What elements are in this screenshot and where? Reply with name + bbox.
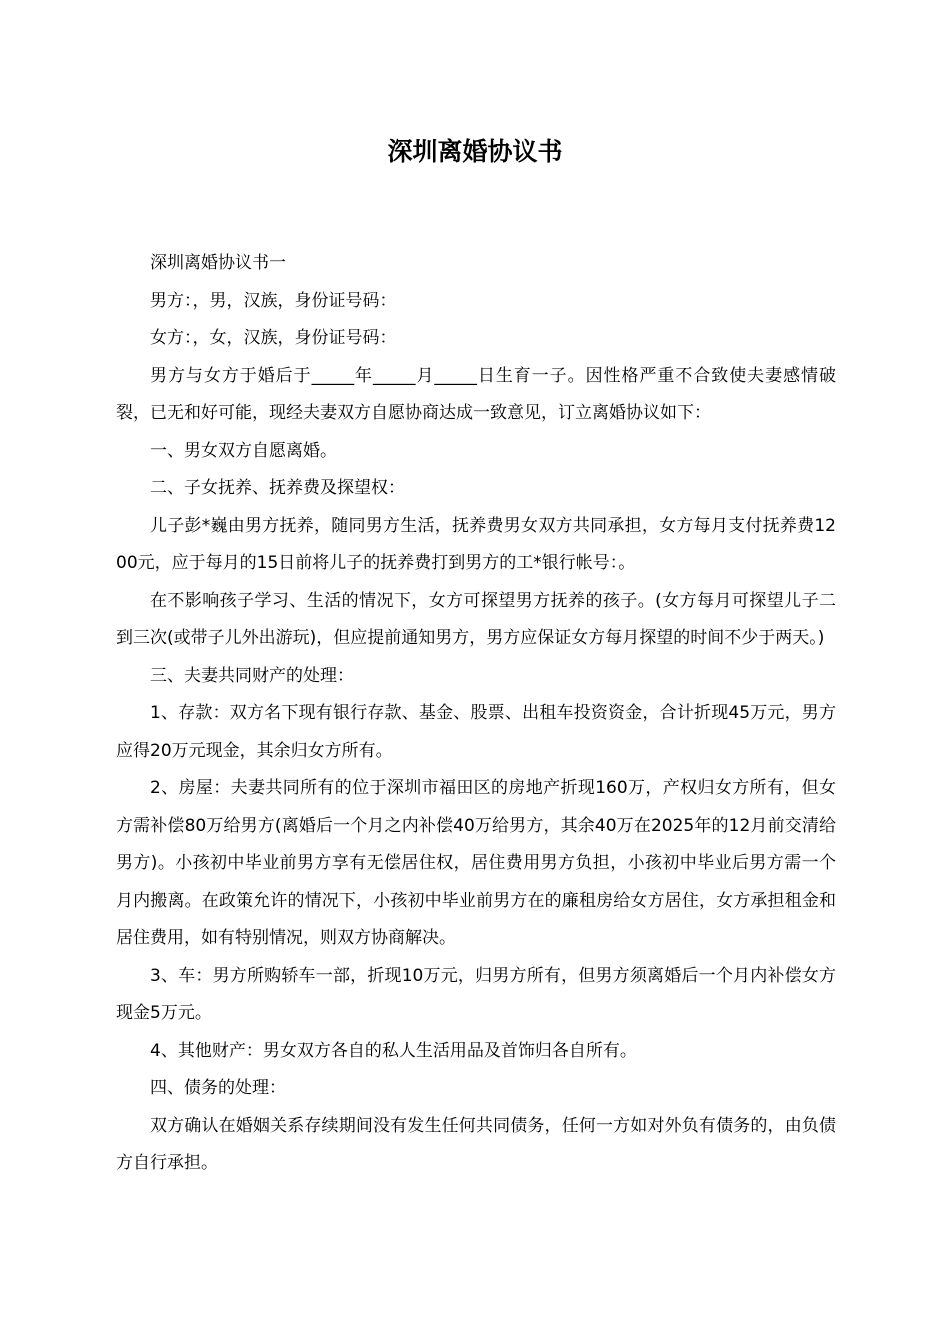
paragraph-visitation: 在不影响孩子学习、生活的情况下，女方可探望男方抚养的孩子。(女方每月可探望儿子二到三次(或带子儿外出游玩)，但应提前通知男方，男方应保证女方每月探望的时间不少于两天。) bbox=[116, 590, 836, 648]
section-heading-debts: 四、债务的处理： bbox=[150, 1078, 286, 1098]
paragraph-female-party: 女方：，女，汉族，身份证号码： bbox=[150, 328, 397, 348]
section-heading-custody: 二、子女抚养、抚养费及探望权： bbox=[150, 478, 405, 498]
section-heading-divorce: 一、男女双方自愿离婚。 bbox=[150, 440, 337, 461]
paragraph-child-support: 儿子彭*巍由男方抚养，随同男方生活，抚养费男女双方共同承担，女方每月支付抚养费1200元，应于每月的15日前将儿子的抚养费打到男方的工*银行帐号：。 bbox=[116, 515, 836, 573]
paragraph-house: 2、房屋：夫妻共同所有的位于深圳市福田区的房地产折现160万，产权归女方所有，但女方需补偿80万给男方(离婚后一个月之内补偿40万给男方，其余40万在2025年的12月前交清给男方)。小孩初中毕业前男方享有无偿居住权，居住费用男方负担，小孩初中毕业后男方需一个月内搬离。在政策允许的情况下，小孩初中毕业前男方在的廉租房给女方居住，女方承担租金和居住费用，如有特别情况，则双方协商解决。 bbox=[116, 778, 836, 948]
paragraph-savings: 1、存款：双方名下现有银行存款、基金、股票、出租车投资资金，合计折现45万元，男方应得20万元现金，其余归女方所有。 bbox=[116, 703, 836, 761]
paragraph-male-party: 男方：，男，汉族，身份证号码： bbox=[150, 290, 397, 311]
paragraph-car: 3、车：男方所购轿车一部，折现10万元，归男方所有，但男方须离婚后一个月内补偿女方现金5万元。 bbox=[116, 965, 836, 1023]
paragraph-preamble: 男方与女方于婚后于_____年_____月_____日生育一子。因性格严重不合致使夫妻感情破裂，已无和好可能，现经夫妻双方自愿协商达成一致意见，订立离婚协议如下： bbox=[116, 365, 836, 423]
paragraph-other-property: 4、其他财产：男女双方各自的私人生活用品及首饰归各自所有。 bbox=[150, 1040, 637, 1061]
paragraph-debts: 双方确认在婚姻关系存续期间没有发生任何共同债务，任何一方如对外负有债务的，由负债方自行承担。 bbox=[116, 1115, 836, 1173]
document-title: 深圳离婚协议书 bbox=[387, 137, 563, 166]
section-heading-property: 三、夫妻共同财产的处理： bbox=[150, 665, 354, 686]
paragraph-subtitle: 深圳离婚协议书一 bbox=[150, 253, 286, 273]
document-body bbox=[116, 245, 836, 1183]
